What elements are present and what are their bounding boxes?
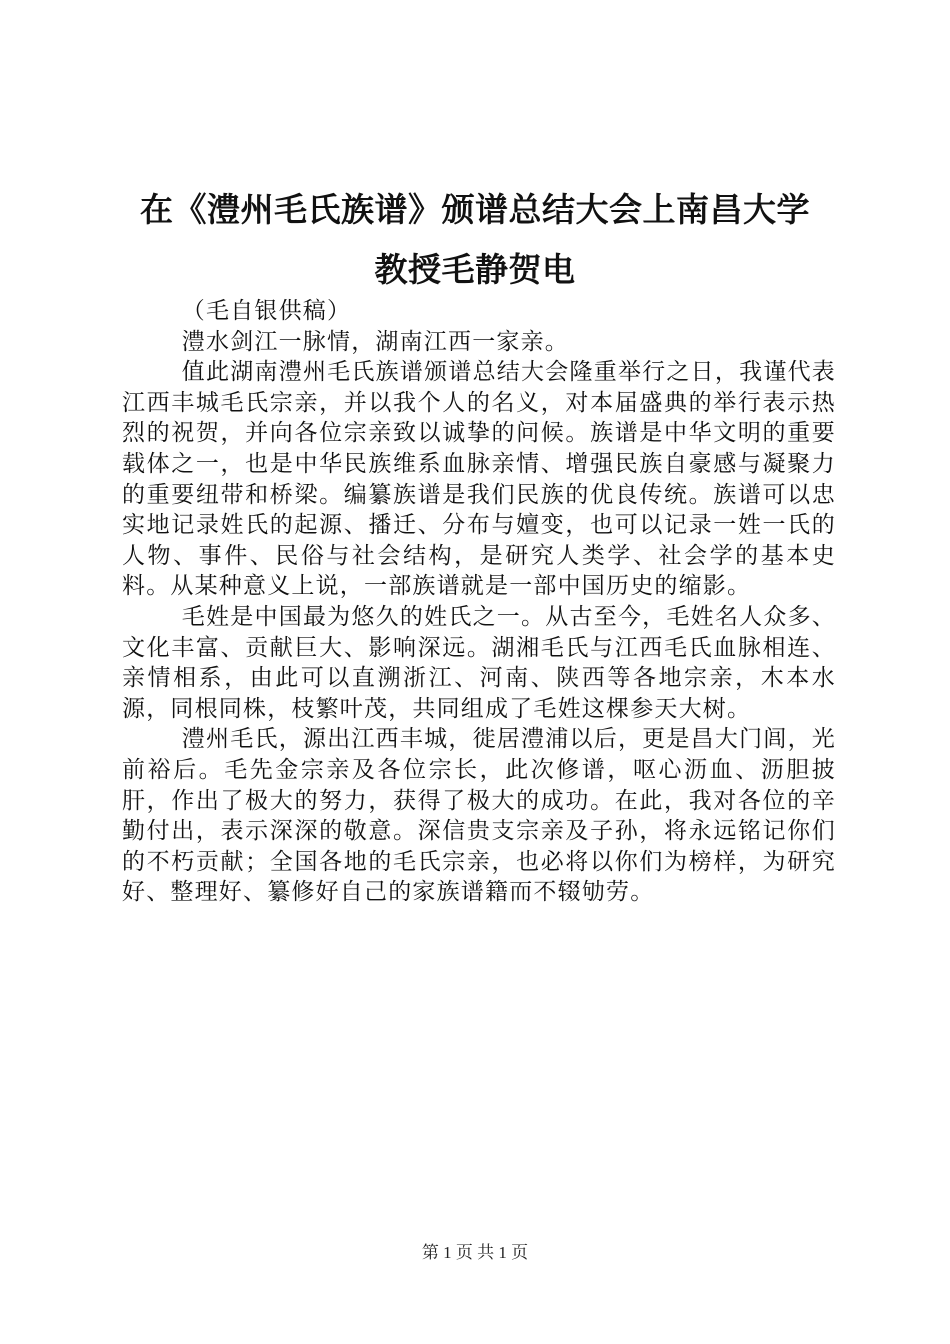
- page-number-footer: 第 1 页 共 1 页: [421, 1243, 529, 1262]
- body-paragraph: 毛姓是中国最为悠久的姓氏之一。从古至今，毛姓名人众多、文化丰富、贡献巨大、影响深远。湖湘毛氏与江西毛氏血脉相连、亲情相系，由此可以直溯浙江、河南、陕西等各地宗亲，木本水源，同根同株，枝繁叶茂，共同组成了毛姓这棵参天大树。: [122, 603, 836, 722]
- document-title-line-1: 在《澧州毛氏族谱》颁谱总结大会上南昌大学: [140, 190, 810, 229]
- opening-couplet: 澧水剑江一脉情，湖南江西一家亲。: [181, 328, 569, 355]
- document-title-line-2: 教授毛静贺电: [374, 250, 576, 289]
- body-paragraph: 澧州毛氏，源出江西丰城，徙居澧浦以后，更是昌大门闾，光前裕后。毛先金宗亲及各位宗长，此次修谱，呕心沥血、沥胆披肝，作出了极大的努力，获得了极大的成功。在此，我对各位的辛勤付出，表示深深的敬意。深信贵支宗亲及子孙，将永远铭记你们的不朽贡献；全国各地的毛氏宗亲，也必将以你们为榜样，为研究好、整理好、纂修好自己的家族谱籍而不辍劬劳。: [122, 726, 836, 906]
- body-paragraph: 值此湖南澧州毛氏族谱颁谱总结大会隆重举行之日，我谨代表江西丰城毛氏宗亲，并以我个人的名义，对本届盛典的举行表示热烈的祝贺，并向各位宗亲致以诚挚的问候。族谱是中华文明的重要载体之一，也是中华民族维系血脉亲情、增强民族自豪感与凝聚力的重要纽带和桥梁。编纂族谱是我们民族的优良传统。族谱可以忠实地记录姓氏的起源、播迁、分布与嬗变，也可以记录一姓一氏的人物、事件、民俗与社会结构，是研究人类学、社会学的基本史料。从某种意义上说，一部族谱就是一部中国历史的缩影。: [122, 359, 836, 600]
- byline: （毛自银供稿）: [181, 298, 352, 324]
- document-body: [122, 296, 836, 908]
